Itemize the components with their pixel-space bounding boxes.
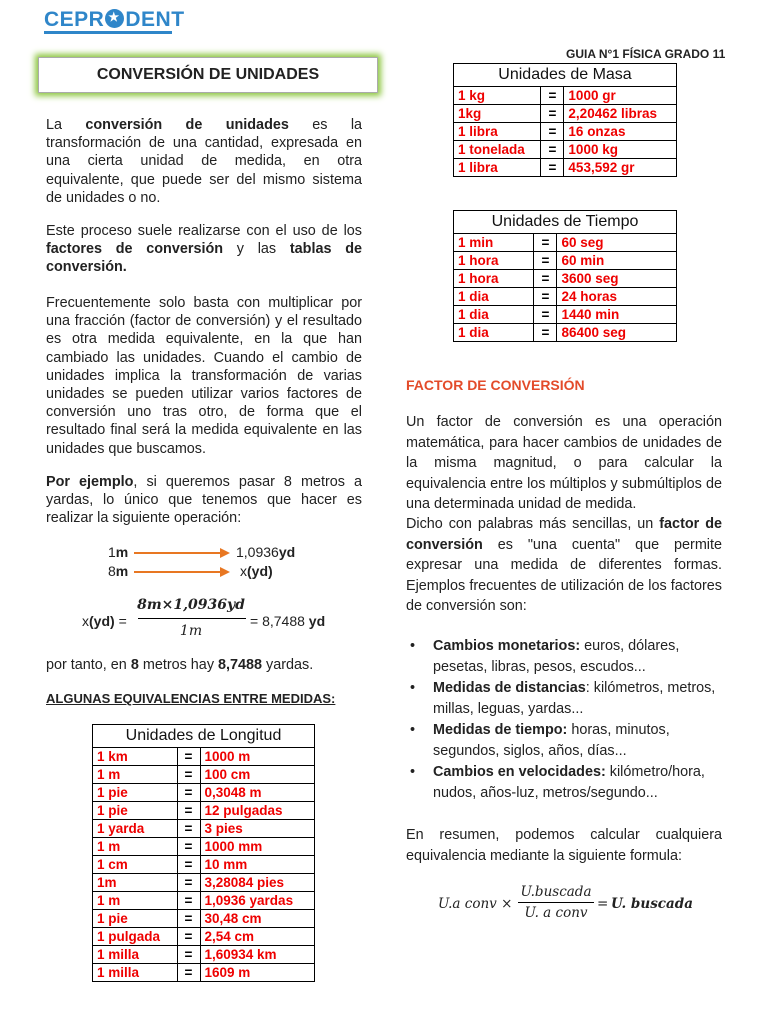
row-unit-from: 1 min bbox=[454, 234, 534, 252]
row-unit-to: 86400 seg bbox=[557, 324, 677, 342]
row-equals: = bbox=[177, 748, 200, 766]
table-row bbox=[93, 874, 315, 892]
table-masa-title: Unidades de Masa bbox=[454, 64, 677, 87]
intro-paragraph-3: Frecuentemente solo basta con multiplicar por una fracción (factor de conversión) y el resultado es otra medida equivalente, en la que han cambiado las unidades. Cuando el cambio de unidades implica la transformación de varias unidades se pueden utilizar varios factores de conversión uno tras otro, de forma que el resultado final será la medida equivalente en las unidades que buscamos. bbox=[46, 295, 362, 457]
row-unit-from: 1 yarda bbox=[93, 820, 178, 838]
table-row bbox=[93, 820, 315, 838]
row-unit-to: 10 mm bbox=[200, 856, 315, 874]
row-equals: = bbox=[177, 910, 200, 928]
row-unit-from: 1 km bbox=[93, 748, 178, 766]
equivalences-heading: ALGUNAS EQUIVALENCIAS ENTRE MEDIDAS: bbox=[46, 691, 336, 706]
row-equals: = bbox=[177, 766, 200, 784]
row-equals: = bbox=[177, 964, 200, 982]
row-unit-to: 3600 seg bbox=[557, 270, 677, 288]
row-unit-to: 1,0936 yardas bbox=[200, 892, 315, 910]
row-unit-to: 3,28084 pies bbox=[200, 874, 315, 892]
final-formula-denominator: U. a conv bbox=[524, 905, 588, 921]
row-unit-from: 1 dia bbox=[454, 288, 534, 306]
final-formula-result: U. buscada bbox=[611, 896, 693, 912]
factor-heading: FACTOR DE CONVERSIÓN bbox=[406, 377, 585, 393]
bullet-item bbox=[406, 720, 722, 762]
row-unit-to: 60 min bbox=[557, 252, 677, 270]
example-arrow-2 bbox=[132, 565, 232, 579]
example-numerator: 8m×1,0936yd bbox=[137, 597, 245, 613]
bullet-text: kilómetro/hora, nudos, años-luz, metros/segundo... bbox=[433, 764, 705, 801]
table-tiempo-body bbox=[454, 234, 677, 342]
row-unit-to: 2,54 cm bbox=[200, 928, 315, 946]
table-row bbox=[93, 802, 315, 820]
table-row bbox=[93, 964, 315, 982]
guide-label: GUIA N°1 FÍSICA GRADO 11 bbox=[566, 47, 726, 61]
table-row bbox=[454, 141, 677, 159]
example-row-2-left: 8m bbox=[108, 563, 129, 579]
bullet-item bbox=[406, 762, 722, 804]
row-unit-from: 1 m bbox=[93, 766, 178, 784]
table-longitud-title: Unidades de Longitud bbox=[93, 725, 315, 748]
row-equals: = bbox=[177, 838, 200, 856]
row-equals: = bbox=[534, 252, 557, 270]
table-row bbox=[454, 252, 677, 270]
row-equals: = bbox=[177, 856, 200, 874]
table-row bbox=[454, 306, 677, 324]
page-title: CONVERSIÓN DE UNIDADES bbox=[38, 57, 378, 93]
table-row bbox=[454, 87, 677, 105]
table-row bbox=[454, 234, 677, 252]
bullet-text: euros, dólares, pesetas, libras, pesos, escudos... bbox=[433, 638, 680, 675]
row-unit-from: 1 libra bbox=[454, 159, 541, 177]
bullet-text: : kilómetros, metros, millas, leguas, yardas... bbox=[433, 680, 716, 717]
final-formula-numerator: U.buscada bbox=[520, 884, 592, 900]
table-masa-body bbox=[454, 87, 677, 177]
row-unit-from: 1 tonelada bbox=[454, 141, 541, 159]
row-equals: = bbox=[177, 784, 200, 802]
intro-paragraph-2: Este proceso suele realizarse con el uso de los factores de conversión y las tablas de conversión. bbox=[46, 223, 363, 276]
row-unit-to: 1000 m bbox=[200, 748, 315, 766]
row-equals: = bbox=[534, 270, 557, 288]
row-equals: = bbox=[177, 946, 200, 964]
row-unit-from: 1 pulgada bbox=[93, 928, 178, 946]
table-row bbox=[93, 910, 315, 928]
table-row bbox=[454, 270, 677, 288]
row-unit-to: 24 horas bbox=[557, 288, 677, 306]
row-unit-from: 1 dia bbox=[454, 324, 534, 342]
logo-text-right: DENT bbox=[125, 8, 185, 31]
row-equals: = bbox=[541, 87, 564, 105]
bullet-item bbox=[406, 678, 722, 720]
row-unit-from: 1 milla bbox=[93, 946, 178, 964]
example-arrow-1 bbox=[132, 546, 232, 560]
row-equals: = bbox=[534, 306, 557, 324]
row-unit-from: 1 libra bbox=[454, 123, 541, 141]
logo-text-left: CEPR bbox=[44, 8, 105, 31]
bullet-dot-icon: • bbox=[410, 680, 416, 696]
example-formula-left: x(yd) = bbox=[82, 613, 127, 629]
row-unit-to: 30,48 cm bbox=[200, 910, 315, 928]
row-unit-to: 0,3048 m bbox=[200, 784, 315, 802]
row-equals: = bbox=[177, 874, 200, 892]
table-longitud bbox=[92, 724, 315, 982]
bullet-dot-icon: • bbox=[410, 722, 416, 738]
row-unit-to: 16 onzas bbox=[564, 123, 677, 141]
bullet-dot-icon: • bbox=[410, 638, 416, 654]
row-unit-from: 1 dia bbox=[454, 306, 534, 324]
example-denominator: 1m bbox=[179, 623, 203, 639]
table-row bbox=[93, 784, 315, 802]
table-row bbox=[454, 105, 677, 123]
row-unit-from: 1 pie bbox=[93, 910, 178, 928]
row-unit-to: 1000 gr bbox=[564, 87, 677, 105]
row-unit-from: 1m bbox=[93, 874, 178, 892]
row-unit-from: 1kg bbox=[454, 105, 541, 123]
table-row bbox=[454, 324, 677, 342]
factor-paragraph-2: Dicho con palabras más sencillas, un factor de conversión es "una cuenta" que permite expresar una medida de diferentes formas. Ejemplos frecuentes de utilización de los factores de conversión son: bbox=[406, 516, 722, 614]
row-equals: = bbox=[534, 234, 557, 252]
row-unit-to: 100 cm bbox=[200, 766, 315, 784]
row-unit-to: 1000 mm bbox=[200, 838, 315, 856]
final-formula-equals: = bbox=[597, 896, 609, 912]
row-equals: = bbox=[541, 105, 564, 123]
ceprodent-logo bbox=[44, 8, 185, 34]
bullet-item bbox=[406, 636, 722, 678]
final-fraction-bar bbox=[518, 902, 594, 903]
table-row bbox=[93, 856, 315, 874]
fraction-bar bbox=[138, 618, 246, 619]
row-equals: = bbox=[177, 892, 200, 910]
table-row bbox=[93, 946, 315, 964]
row-equals: = bbox=[541, 159, 564, 177]
row-unit-to: 60 seg bbox=[557, 234, 677, 252]
table-row bbox=[93, 748, 315, 766]
row-equals: = bbox=[177, 802, 200, 820]
logo-underline bbox=[44, 31, 172, 34]
row-unit-from: 1 cm bbox=[93, 856, 178, 874]
factor-summary: En resumen, podemos calcular cualquiera equivalencia mediante la siguiente formula: bbox=[406, 827, 722, 864]
row-unit-to: 1440 min bbox=[557, 306, 677, 324]
row-unit-to: 3 pies bbox=[200, 820, 315, 838]
intro-paragraph-1: La conversión de unidades es la transformación de una cantidad, expresada en una cierta unidad de medida, en otra equivalente, que puede ser del mismo sistema de unidades o no. bbox=[46, 117, 363, 206]
table-row bbox=[454, 123, 677, 141]
table-longitud-body bbox=[93, 748, 315, 982]
row-unit-to: 2,20462 libras bbox=[564, 105, 677, 123]
row-equals: = bbox=[177, 820, 200, 838]
row-unit-from: 1 kg bbox=[454, 87, 541, 105]
row-unit-from: 1 hora bbox=[454, 252, 534, 270]
intro-paragraph-4: Por ejemplo, si queremos pasar 8 metros a yardas, lo único que tenemos que hacer es realizar la siguiente operación: bbox=[46, 474, 362, 527]
final-formula-left: U.a conv × bbox=[438, 896, 513, 912]
example-row-1-right: 1,0936yd bbox=[236, 544, 296, 560]
table-tiempo bbox=[453, 210, 677, 342]
table-row bbox=[93, 766, 315, 784]
row-unit-from: 1 milla bbox=[93, 964, 178, 982]
table-row bbox=[93, 928, 315, 946]
table-row bbox=[93, 838, 315, 856]
logo-globe-icon bbox=[105, 9, 124, 28]
row-unit-to: 1609 m bbox=[200, 964, 315, 982]
row-unit-from: 1 m bbox=[93, 892, 178, 910]
row-unit-to: 12 pulgadas bbox=[200, 802, 315, 820]
table-row bbox=[454, 288, 677, 306]
row-unit-from: 1 pie bbox=[93, 802, 178, 820]
table-tiempo-title: Unidades de Tiempo bbox=[454, 211, 677, 234]
row-unit-to: 1000 kg bbox=[564, 141, 677, 159]
table-row bbox=[93, 892, 315, 910]
bullet-bold: Cambios en velocidades: bbox=[433, 764, 606, 780]
bullet-bold: Medidas de distancias bbox=[433, 680, 586, 696]
table-masa bbox=[453, 63, 677, 177]
row-unit-to: 453,592 gr bbox=[564, 159, 677, 177]
row-unit-from: 1 m bbox=[93, 838, 178, 856]
bullet-text: horas, minutos, segundos, siglos, años, días... bbox=[433, 722, 670, 759]
example-row-1-left: 1m bbox=[108, 544, 129, 560]
row-unit-to: 1,60934 km bbox=[200, 946, 315, 964]
example-row-2-right: x(yd) bbox=[240, 563, 273, 579]
factor-bullet-list bbox=[406, 636, 722, 804]
factor-paragraph-1: Un factor de conversión es una operación matemática, para hacer cambios de unidades de la misma magnitud, o para calcular la equivalencia entre los múltiplos y submúltiplos de una determinada unidad de medida. bbox=[406, 414, 722, 512]
example-result: = 8,7488 yd bbox=[250, 613, 326, 629]
row-equals: = bbox=[534, 324, 557, 342]
table-row bbox=[454, 159, 677, 177]
example-conclusion: por tanto, en 8 metros hay 8,7488 yardas. bbox=[46, 657, 314, 673]
row-equals: = bbox=[534, 288, 557, 306]
row-equals: = bbox=[541, 123, 564, 141]
row-unit-from: 1 hora bbox=[454, 270, 534, 288]
bullet-bold: Medidas de tiempo: bbox=[433, 722, 568, 738]
row-equals: = bbox=[541, 141, 564, 159]
bullet-bold: Cambios monetarios: bbox=[433, 638, 581, 654]
row-unit-from: 1 pie bbox=[93, 784, 178, 802]
row-equals: = bbox=[177, 928, 200, 946]
bullet-dot-icon: • bbox=[410, 764, 416, 780]
